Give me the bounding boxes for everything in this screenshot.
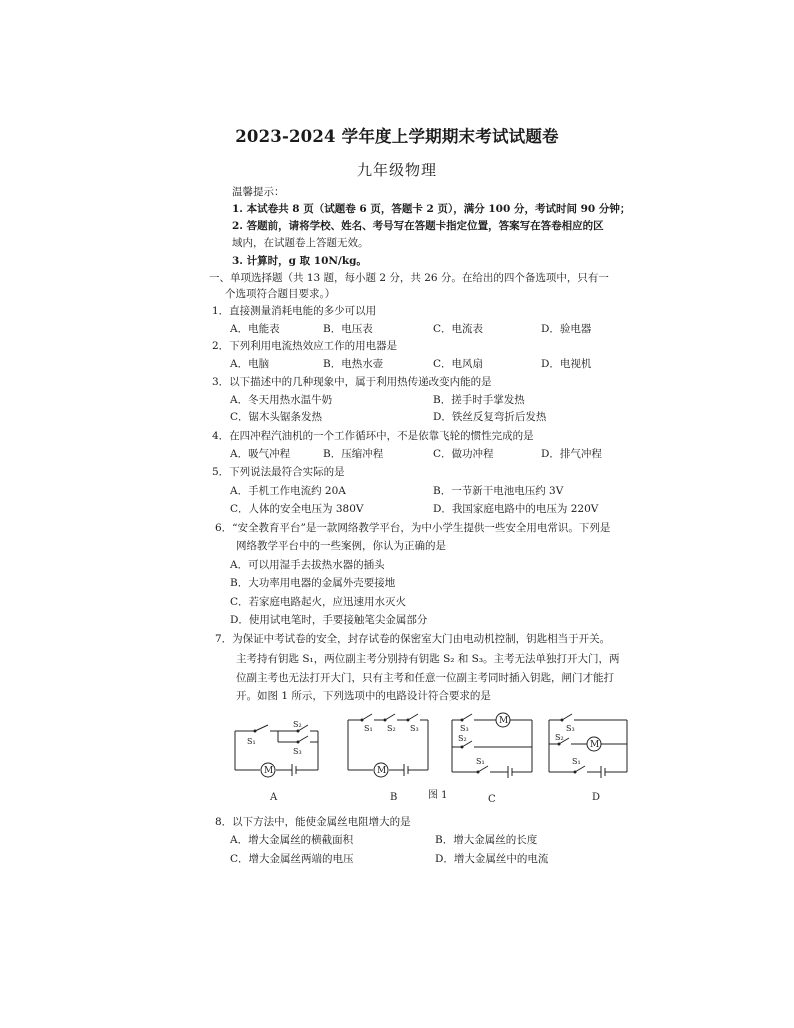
circuit-a-motor-label: M [264,766,274,776]
question-6-option-d: D．使用试电笔时，手要接触笔尖金属部分 [230,614,428,626]
circuit-c-s3-label: S₃ [460,724,469,733]
question-2-option-d: D．电视机 [541,358,592,370]
question-5-option-b: B．一节新干电池电压约 3V [433,485,564,497]
circuit-d-s3-label: S₃ [566,724,575,733]
exam-subtitle: 九年级物理 [356,161,437,179]
circuit-a-s2-label: S₂ [293,720,302,729]
figure-caption: 图 1 [428,790,448,801]
question-7-stem-cont-3: 开。如图 1 所示，下列选项中的电路设计符合要求的是 [236,690,491,702]
question-6-stem-cont: 网络教学平台中的一些案例，你认为正确的是 [236,540,446,552]
notice-item-3: 3. 计算时，g 取 10N/kg。 [232,255,367,267]
question-8-option-c: C．增大金属丝两端的电压 [230,853,354,865]
question-6-option-a: A．可以用湿手去拔热水器的插头 [230,559,385,571]
question-2-option-a: A．电脑 [230,358,270,370]
notice-item-2: 2. 答题前，请将学校、姓名、考号写在答题卡指定位置，答案写在答卷相应的区 [232,220,604,232]
circuit-b-s3-label: S₃ [410,724,419,733]
question-4-option-c: C．做功冲程 [433,448,494,460]
question-4-option-b: B．压缩冲程 [323,448,384,460]
question-3-option-c: C．锯木头锯条发热 [230,411,323,423]
section-heading: 一、单项选择题（共 13 题，每小题 2 分，共 26 分。在给出的四个备选项中，只有一 [209,272,609,284]
circuit-a [235,725,318,777]
question-3-option-a: A．冬天用热水温牛奶 [230,394,333,406]
question-3-stem: 3．以下描述中的几种现象中，属于利用热传递改变内能的是 [212,376,492,388]
question-2-option-b: B．电热水壶 [323,358,384,370]
question-7-stem-cont-1: 主考持有钥匙 S₁，两位副主考分别持有钥匙 S₂ 和 S₃。主考无法单独打开大门，两 [236,653,620,665]
question-3-option-b: B．搓手时手掌发热 [433,394,525,406]
question-5-stem: 5．下列说法最符合实际的是 [212,466,345,478]
question-3-option-d: D．铁丝反复弯折后发热 [433,411,547,423]
circuit-c-s1-label: S₁ [476,757,485,766]
question-8-option-d: D．增大金属丝中的电流 [435,853,549,865]
notice-item-2-cont: 域内，在试题卷上答题无效。 [232,237,369,249]
figure-label-d: D [592,792,601,803]
circuit-d-s1-label: S₁ [572,757,581,766]
question-5-option-d: D．我国家庭电路中的电压为 220V [433,503,599,515]
question-1-option-c: C．电流表 [433,323,484,335]
notice-item-1: 1. 本试卷共 8 页（试题卷 6 页，答题卡 2 页），满分 100 分，考试时间 90 分钟； [232,203,631,215]
figure-label-c: C [488,794,496,805]
question-6-stem: 6．“安全教育平台”是一款网络教学平台，为中小学生提供一些安全用电常识。下列是 [215,522,611,534]
question-8-option-b: B．增大金属丝的长度 [435,834,538,846]
figure-label-a: A [270,792,278,803]
question-5-option-c: C．人体的安全电压为 380V [230,503,364,515]
circuit-c-motor-label: M [499,716,509,726]
question-2-stem: 2．下列利用电流热效应工作的用电器是 [212,340,398,352]
circuit-b-s1-label: S₁ [364,724,373,733]
figure-label-b: B [390,792,398,803]
question-2-option-c: C．电风扇 [433,358,484,370]
circuit-b-s2-label: S₂ [387,724,396,733]
question-8-option-a: A．增大金属丝的横截面积 [230,834,354,846]
question-6-option-b: B．大功率用电器的金属外壳要接地 [230,577,396,589]
question-4-option-d: D．排气冲程 [541,448,602,460]
circuit-a-s1-label: S₁ [247,737,256,746]
circuit-c [452,713,532,778]
question-8-stem: 8．以下方法中，能使金属丝电阻增大的是 [215,816,411,828]
question-1-option-a: A．电能表 [230,323,280,335]
question-7-stem-cont-2: 位副主考也无法打开大门，只有主考和任意一位副主考同时插入钥匙，闸门才能打 [236,672,614,684]
section-heading-cont: 个选项符合题目要求。） [225,288,336,300]
question-1-option-b: B．电压表 [323,323,373,335]
circuit-b-motor-label: M [377,766,387,776]
question-4-stem: 4．在四冲程汽油机的一个工作循环中，不是依靠飞轮的惯性完成的是 [212,430,534,442]
question-1-option-d: D．验电器 [541,323,592,335]
circuit-c-s2-label: S₂ [458,734,467,743]
notice-heading: 温馨提示： [232,186,285,198]
circuit-d [549,714,627,778]
question-4-option-a: A．吸气冲程 [230,448,291,460]
question-6-option-c: C．若家庭电路起火，应迅速用水灭火 [230,596,407,608]
circuit-d-motor-label: M [590,740,600,750]
exam-title: 2023-2024 学年度上学期期末考试试题卷 [235,127,559,146]
question-1-stem: 1．直接测量消耗电能的多少可以用 [212,305,377,317]
circuit-a-s3-label: S₃ [293,747,302,756]
figure-1-circuits [0,700,794,810]
question-5-option-a: A．手机工作电流约 20A [230,485,346,497]
circuit-d-s2-label: S₂ [555,733,564,742]
question-7-stem: 7．为保证中考试卷的安全，封存试卷的保密室大门由电动机控制，钥匙相当于开关。 [215,633,611,645]
